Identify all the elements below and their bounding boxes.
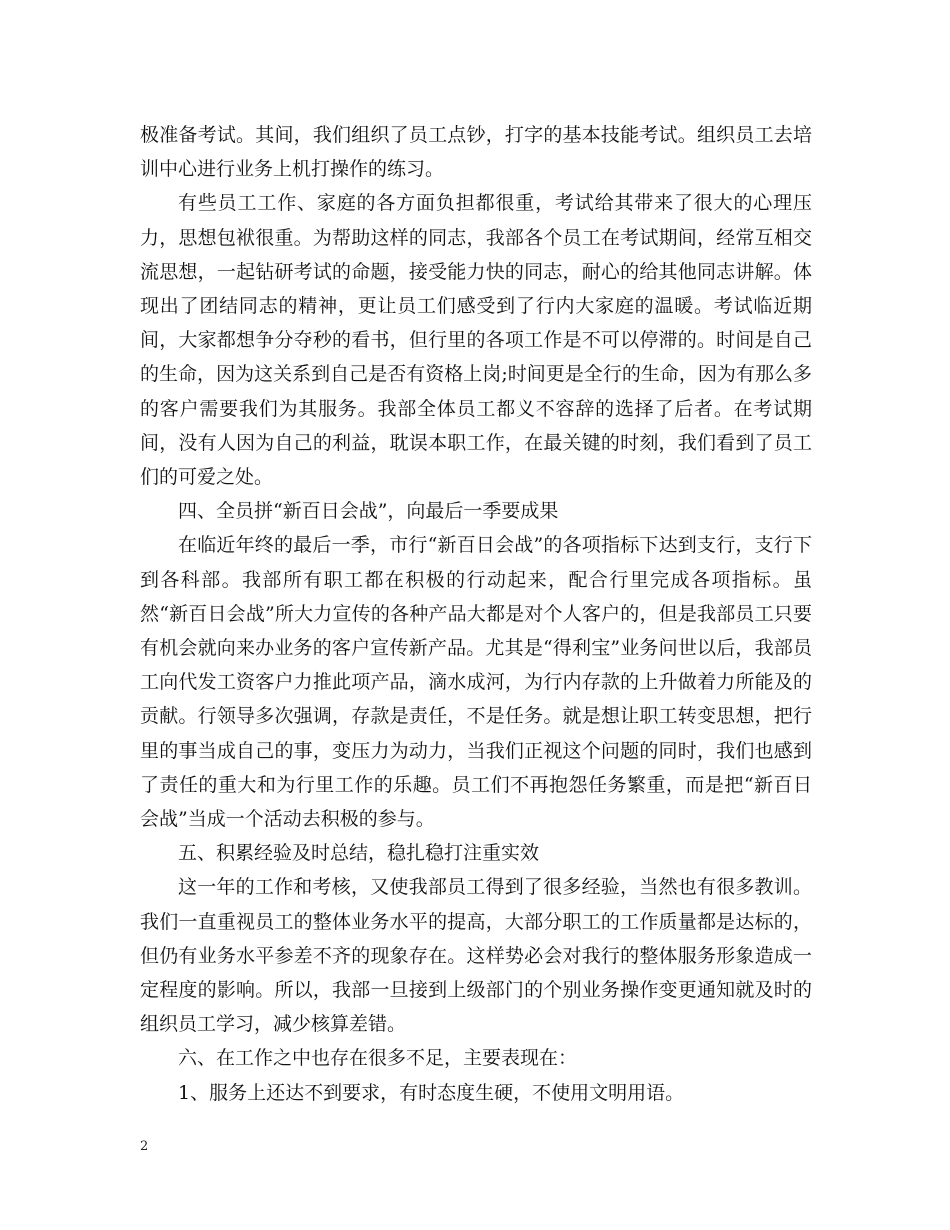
section-heading-4: 四、全员拼“新百日会战”，向最后一季要成果 bbox=[178, 500, 559, 523]
paragraph-1: 极准备考试。其间，我们组织了员工点钞，打字的基本技能考试。组织员工去培训中心进行业务上机打操作的练习。 bbox=[140, 124, 812, 181]
list-item-1: 1、服务上还达不到要求，有时态度生硬，不使用文明用语。 bbox=[178, 1081, 685, 1104]
document-body bbox=[140, 118, 812, 1110]
paragraph-3: 在临近年终的最后一季，市行“新百日会战”的各项指标下达到支行，支行下到各科部。我部所有职工都在积极的行动起来，配合行里完成各项指标。虽然“新百日会战”所大力宣传的各种产品大都是对个人客户的，但是我部员工只要有机会就向来办业务的客户宣传新产品。尤其是“得利宝”业务问世以后，我部员工向代发工资客户力推此项产品，滴水成河，为行内存款的上升做着力所能及的贡献。行领导多次强调，存款是责任，不是任务。就是想让职工转变思想，把行里的事当成自己的事，变压力为动力，当我们正视这个问题的同时，我们也感到了责任的重大和为行里工作的乐趣。员工们不再抱怨任务繁重，而是把“新百日会战”当成一个活动去积极的参与。 bbox=[140, 534, 812, 831]
paragraph-4: 这一年的工作和考核，又使我部员工得到了很多经验，当然也有很多教训。我们一直重视员工的整体业务水平的提高，大部分职工的工作质量都是达标的，但仍有业务水平参差不齐的现象存在。这样势必会对我行的整体服务形象造成一定程度的影响。所以，我部一旦接到上级部门的个别业务操作变更通知就及时的组织员工学习，减少核算差错。 bbox=[140, 876, 812, 1036]
paragraph-2: 有些员工工作、家庭的各方面负担都很重，考试给其带来了很大的心理压力，思想包袱很重。为帮助这样的同志，我部各个员工在考试期间，经常互相交流思想，一起钻研考试的命题，接受能力快的同志，耐心的给其他同志讲解。体现出了团结同志的精神，更让员工们感受到了行内大家庭的温暖。考试临近期间，大家都想争分夺秒的看书，但行里的各项工作是不可以停滞的。时间是自己的生命，因为这关系到自己是否有资格上岗;时间更是全行的生命，因为有那么多的客户需要我们为其服务。我部全体员工都义不容辞的选择了后者。在考试期间，没有人因为自己的利益，耽误本职工作，在最关键的时刻，我们看到了员工们的可爱之处。 bbox=[140, 192, 812, 489]
section-heading-5: 五、积累经验及时总结，稳扎稳打注重实效 bbox=[178, 842, 540, 865]
section-heading-6: 六、在工作之中也存在很多不足，主要表现在： bbox=[178, 1047, 578, 1070]
page-number: 2 bbox=[140, 1139, 149, 1154]
